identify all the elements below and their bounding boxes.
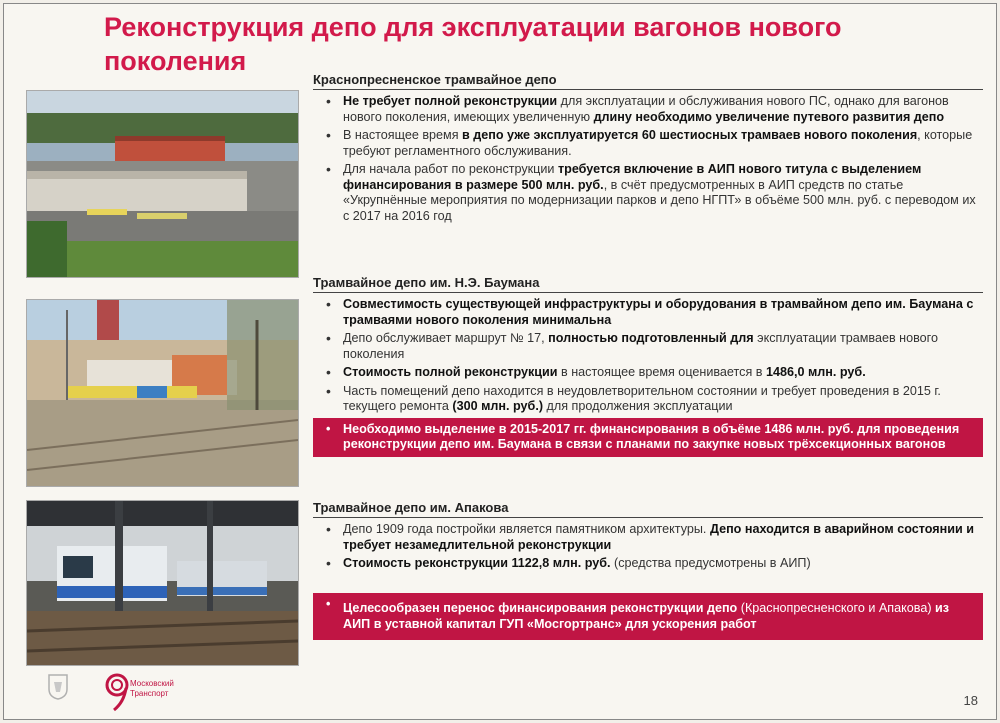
list-item: • Не требует полной реконструкции для эксплуатации и обслуживания нового ПС, однако для вагонов нового поколения, имеющих увеличенную длину необходимо увеличение путевого развития депо [343, 94, 983, 125]
list-item: • В настоящее время в депо уже эксплуатируется 60 шестиосных трамваев нового поколения, которые требуют регламентного обслуживания. [343, 128, 983, 159]
alert-box-final: • Целесообразен перенос финансирования реконструкции депо (Краснопресненского и Апакова) из АИП в уставной капитал ГУП «Мосгортранс» для ускорения работ [313, 593, 983, 640]
bullet-list [313, 94, 983, 224]
section-heading: Трамвайное депо им. Апакова [313, 500, 983, 518]
list-item: • Депо 1909 года постройки является памятником архитектуры. Депо находится в аварийном состоянии и требует незамедлительной реконструкции [343, 522, 983, 553]
list-item: • Часть помещений депо находится в неудовлетворительном состоянии и требует проведения в 2015 г. текущего ремонта (300 млн. руб.) для продолжения эксплуатации [343, 384, 983, 415]
depot-photo-apakov [26, 500, 299, 666]
moscow-transport-logo-text: Московский Транспорт [130, 679, 174, 698]
alert-box-bauman: • Необходимо выделение в 2015-2017 гг. финансирования в объёме 1486 млн. руб. для проведения реконструкции депо им. Баумана в связи с планами по закупке новых трёхсекционных вагонов [313, 418, 983, 457]
list-item: • Совместимость существующей инфраструктуры и оборудования в трамвайном депо им. Баумана с трамваями нового поколения минимальна [343, 297, 983, 328]
page-title: Реконструкция депо для эксплуатации вагонов нового поколения [104, 12, 842, 76]
list-item: • Стоимость полной реконструкции в настоящее время оценивается в 1486,0 млн. руб. [343, 365, 983, 381]
section-heading: Краснопресненское трамвайное депо [313, 72, 983, 90]
depot-photo-bauman [26, 299, 299, 487]
bullet-list [313, 297, 983, 415]
page-number: 18 [963, 693, 978, 708]
moscow-coat-of-arms-icon [48, 674, 68, 705]
list-item: • Депо обслуживает маршрут № 17, полностью подготовленный для эксплуатации трамваев нового поколения [343, 331, 983, 362]
section-krasnopresnenskoe [313, 72, 983, 227]
section-bauman [313, 275, 983, 457]
list-item: • Стоимость реконструкции 1122,8 млн. руб. (средства предусмотрены в АИП) [343, 556, 983, 572]
final-alert-section [313, 593, 983, 640]
bullet-list [313, 522, 983, 572]
moscow-transport-logo-icon [104, 672, 130, 717]
list-item: • Для начала работ по реконструкции требуется включение в АИП нового титула с выделением финансирования в размере 500 млн. руб., в счёт предусмотренных в АИП средств по статье «Укрупнённые мероприятия по модернизации парков и депо НГПТ» в объёме 500 млн. руб. с переводом их с 2017 на 2016 год [343, 162, 983, 224]
depot-photo-krasnopresnenskoe [26, 90, 299, 278]
section-heading: Трамвайное депо им. Н.Э. Баумана [313, 275, 983, 293]
section-apakov [313, 500, 983, 575]
